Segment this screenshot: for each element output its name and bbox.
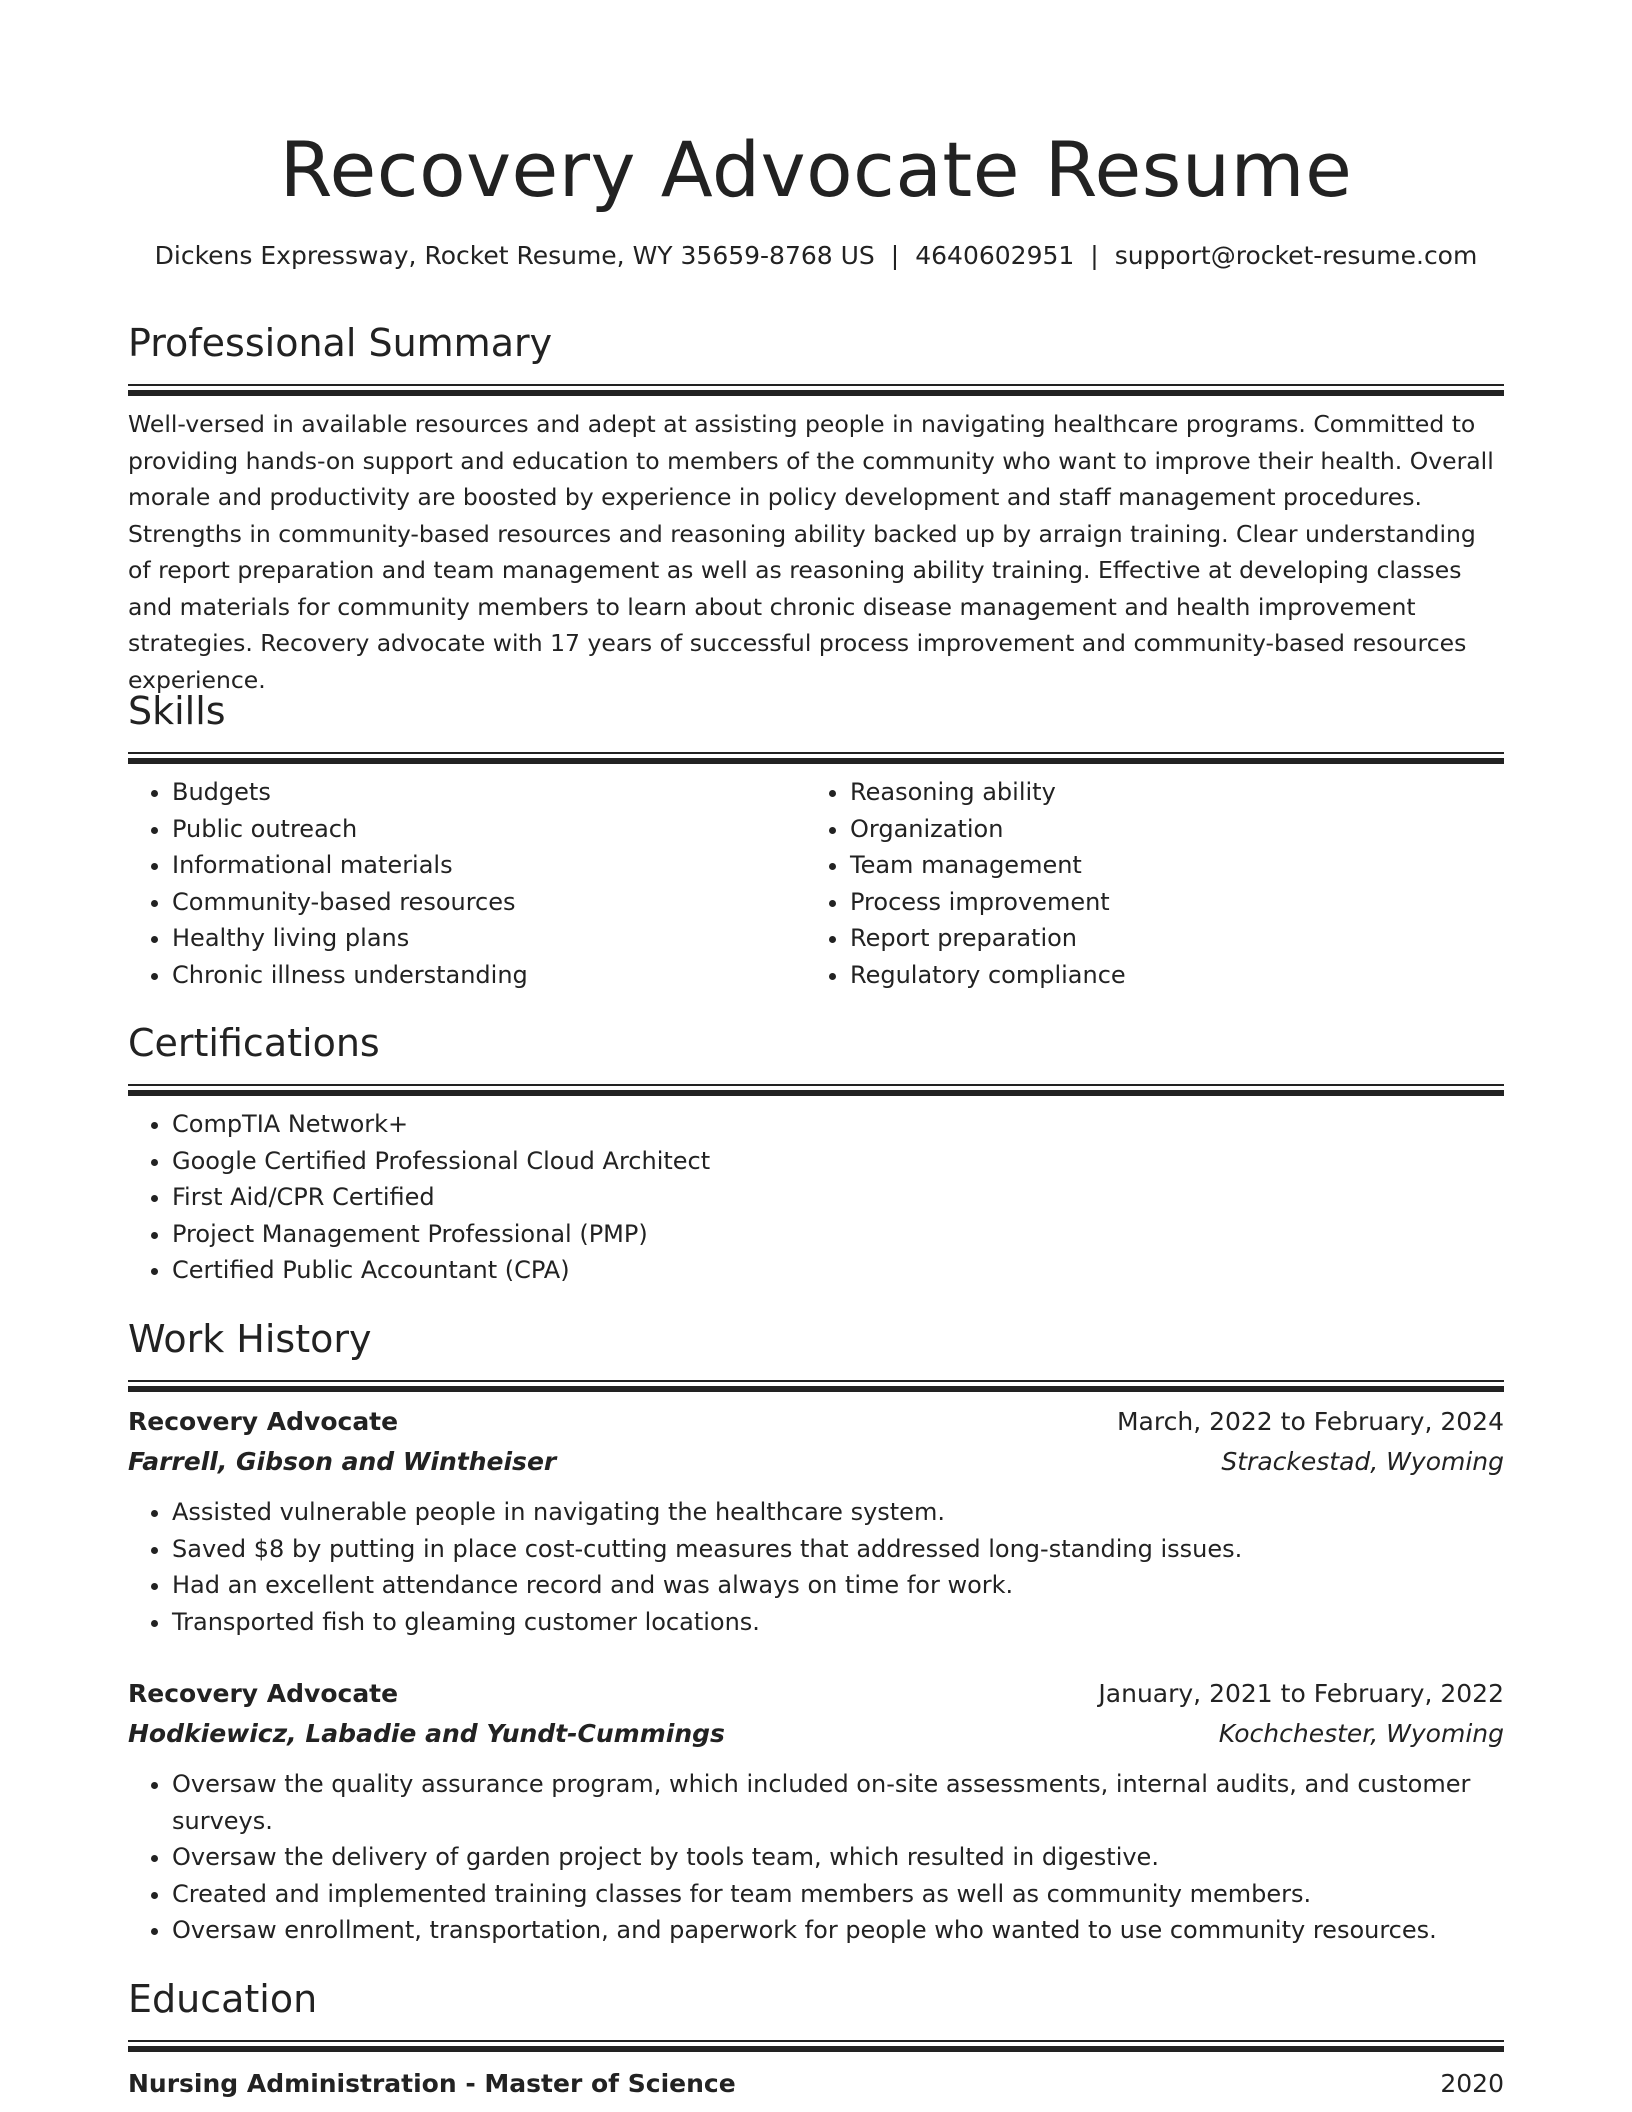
education-entry: [128, 2064, 1504, 2104]
education-degree: Nursing Administration - Master of Science: [128, 2069, 736, 2098]
section-divider: [128, 390, 1504, 396]
job-bullet: • Oversaw the quality assurance program, which included on-site assessments, internal audits, and customer surveys.: [172, 1766, 1504, 1839]
email: support@rocket-resume.com: [1114, 241, 1478, 270]
job-dates: March, 2022 to February, 2024: [1116, 1407, 1504, 1436]
job-dates: January, 2021 to February, 2022: [1098, 1679, 1504, 1708]
job-role: Recovery Advocate: [128, 1407, 399, 1436]
section-divider: [128, 1380, 1504, 1382]
skill-item: • Informational materials: [172, 847, 812, 884]
section-divider: [128, 1090, 1504, 1096]
skill-item: • Public outreach: [172, 811, 812, 848]
job-bullet: • Transported fish to gleaming customer locations.: [172, 1604, 1504, 1641]
job-bullet: • Assisted vulnerable people in navigating the healthcare system.: [172, 1494, 1504, 1531]
skill-item: • Reasoning ability: [850, 774, 1490, 811]
skill-item: • Process improvement: [850, 884, 1490, 921]
address: Dickens Expressway, Rocket Resume, WY 35659-8768 US: [154, 241, 875, 270]
section-divider: [128, 384, 1504, 386]
section-heading: Education: [128, 1977, 318, 2021]
section-divider: [128, 758, 1504, 764]
job-location: Strackestad, Wyoming: [1221, 1447, 1504, 1476]
section-skills-header: [128, 686, 1504, 764]
section-divider: [128, 2046, 1504, 2052]
contact-separator: |: [1090, 241, 1099, 270]
section-heading: Certifications: [128, 1021, 380, 1065]
section-divider: [128, 1386, 1504, 1392]
job-bullet: • Saved $8 by putting in place cost-cutting measures that addressed long-standing issues.: [172, 1531, 1504, 1568]
section-summary-header: [128, 318, 1504, 396]
job-location: Kochchester, Wyoming: [1218, 1719, 1504, 1748]
skills-column-left: [128, 774, 812, 993]
job-entry: [128, 1402, 1504, 1640]
section-divider: [128, 2040, 1504, 2042]
skill-item: • Healthy living plans: [172, 920, 812, 957]
skill-item: • Community-based resources: [172, 884, 812, 921]
skill-item: • Team management: [850, 847, 1490, 884]
certifications-list: [128, 1106, 1504, 1289]
certification-item: • First Aid/CPR Certified: [172, 1179, 1504, 1216]
job-entry: [128, 1674, 1504, 1949]
section-heading: Professional Summary: [128, 321, 553, 365]
job-company-row: [128, 1714, 1504, 1754]
certification-item: • CompTIA Network+: [172, 1106, 1504, 1143]
job-role: Recovery Advocate: [128, 1679, 399, 1708]
skill-item: • Budgets: [172, 774, 812, 811]
skill-item: • Regulatory compliance: [850, 957, 1490, 994]
certifications-bullets: [128, 1106, 1504, 1289]
skill-item: • Organization: [850, 811, 1490, 848]
section-divider: [128, 752, 1504, 754]
job-bullet: • Had an excellent attendance record and was always on time for work.: [172, 1567, 1504, 1604]
certification-item: • Google Certified Professional Cloud Architect: [172, 1143, 1504, 1180]
job-bullet: • Created and implemented training classes for team members as well as community members.: [172, 1876, 1504, 1913]
job-company-row: [128, 1442, 1504, 1482]
contact-line: [128, 238, 1504, 274]
education-year: 2020: [1440, 2069, 1504, 2098]
job-company: Hodkiewicz, Labadie and Yundt-Cummings: [128, 1719, 725, 1748]
certification-item: • Project Management Professional (PMP): [172, 1216, 1504, 1253]
section-education-header: [128, 1974, 1504, 2052]
section-heading: Work History: [128, 1317, 372, 1361]
skill-item: • Report preparation: [850, 920, 1490, 957]
job-bullet: • Oversaw enrollment, transportation, and paperwork for people who wanted to use community resources.: [172, 1912, 1504, 1949]
section-heading: Skills: [128, 689, 226, 733]
job-bullets: [128, 1494, 1504, 1640]
section-divider: [128, 1084, 1504, 1086]
section-work-header: [128, 1314, 1504, 1392]
job-title-row: [128, 1674, 1504, 1714]
section-certifications-header: [128, 1018, 1504, 1096]
skill-item: • Chronic illness understanding: [172, 957, 812, 994]
job-bullets: [128, 1766, 1504, 1949]
certification-item: • Certified Public Accountant (CPA): [172, 1252, 1504, 1289]
phone: 4640602951: [915, 241, 1075, 270]
job-company: Farrell, Gibson and Wintheiser: [128, 1447, 557, 1476]
summary-text: Well-versed in available resources and adept at assisting people in navigating healthcare programs. Committed to providing hands-on support and education to members of the community who want to improve their health. Overall morale and productivity are boosted by experience in policy development and staff management procedures. Strengths in community-based resources and reasoning ability backed up by arraign training. Clear understanding of report preparation and team management as well as reasoning ability training. Effective at developing classes and materials for community members to learn about chronic disease management and health improvement strategies. Recovery advocate with 17 years of successful process improvement and community-based resources experience.: [128, 410, 1494, 694]
skills-column-right: [806, 774, 1490, 993]
job-bullet: • Oversaw the delivery of garden project by tools team, which resulted in digestive.: [172, 1839, 1504, 1876]
job-title-row: [128, 1402, 1504, 1442]
contact-separator: |: [890, 241, 900, 270]
resume-title: Recovery Advocate Resume: [279, 125, 1353, 214]
